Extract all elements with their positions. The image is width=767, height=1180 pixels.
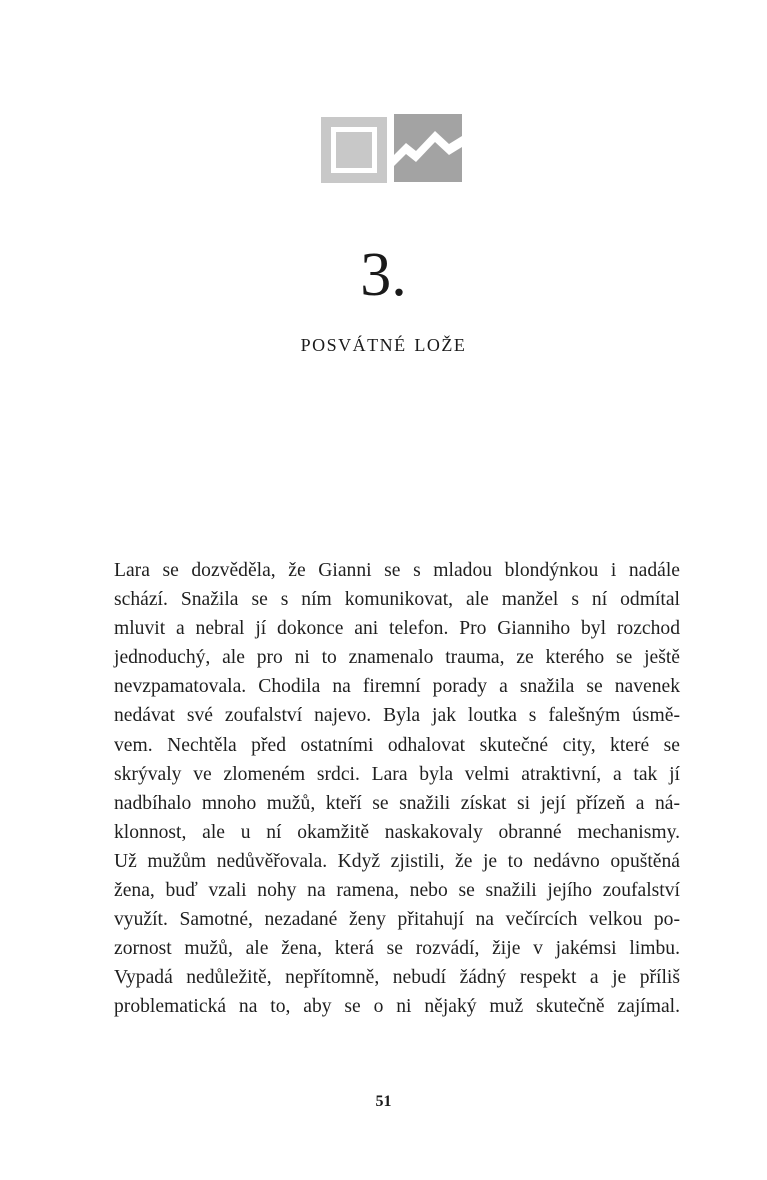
text-line: vem. Nechtěla před ostatními odhalovat skutečné city, které se [114,734,680,756]
chapter-ornament-icon [321,114,463,184]
text-line: nevzpamatovala. Chodila na firemní porady a snažila se navenek [114,676,680,698]
chapter-title: posvátné lože [300,330,467,357]
text-line: zornost mužů, ale žena, která se rozvádí, žije v jakémsi limbu. [114,938,680,960]
text-line: Vypadá nedůležitě, nepřítomně, nebudí žádný respekt a je příliš [114,967,680,989]
text-line: klonnost, ale u ní okamžitě naskakovaly obranné mechanismy. [114,821,680,843]
text-line: žena, buď vzali nohy na ramena, nebo se snažili jejího zoufalství [114,880,680,902]
page-number: 51 [375,1093,392,1110]
text-line: využít. Samotné, nezadané ženy přitahují na večírcích velkou po- [114,909,680,931]
text-line: mluvit a nebral jí dokonce ani telefon. Pro Gianniho byl rozchod [114,618,680,640]
body-paragraph [114,556,680,1022]
text-line: schází. Snažila se s ním komunikovat, ale manžel s ní odmítal [114,589,680,611]
text-line: problematická na to, aby se o ni nějaký muž skutečně zajímal. [114,996,680,1018]
text-line: skrývaly ve zlomeném srdci. Lara byla velmi atraktivní, a tak jí [114,763,680,785]
text-line: Lara se dozvěděla, že Gianni se s mladou blondýnkou i nadále [114,560,680,581]
text-line: Už mužům nedůvěřovala. Když zjistili, že je to nedávno opuštěná [114,850,680,872]
ornament-square-inner [336,132,372,168]
text-line: nedávat své zoufalství najevo. Byla jak loutka s falešným úsmě- [114,705,680,727]
chapter-number: 3. [360,241,407,309]
text-line: nadbíhalo mnoho mužů, kteří se snažili získat si její přízeň a ná- [114,792,680,814]
text-line: jednoduchý, ale pro ni to znamenalo trauma, ze kterého se ještě [114,647,680,669]
